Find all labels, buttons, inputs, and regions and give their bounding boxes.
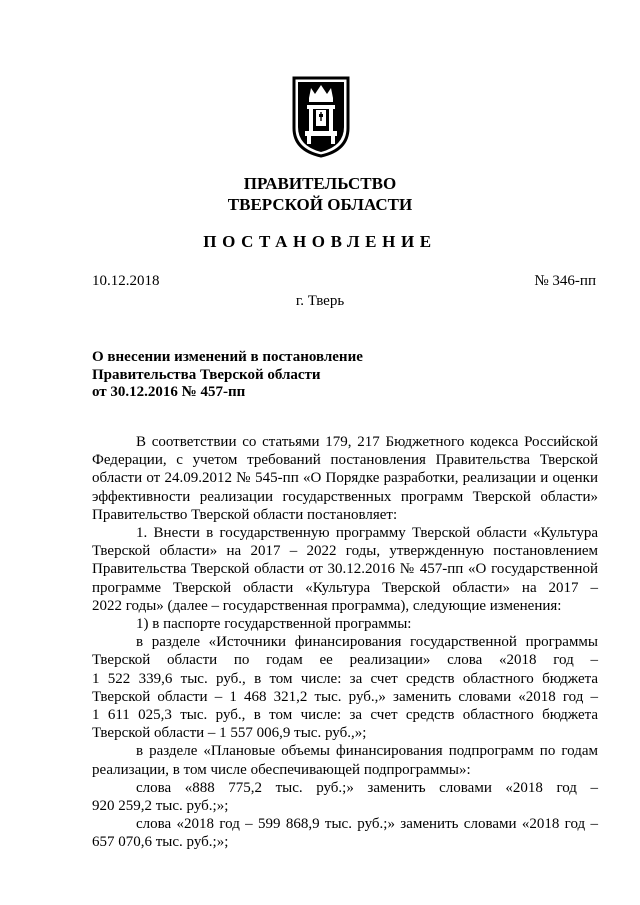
- government-name-line1: ПРАВИТЕЛЬСТВО: [243, 174, 397, 193]
- body-line: Правительства Тверской области от 30.12.2016 № 457-пп «О государственной: [92, 561, 598, 578]
- body-line: слова «2018 год – 599 868,9 тыс. руб.;» заменить словами «2018 год –: [136, 816, 598, 833]
- body-line: в разделе «Источники финансирования государственной программы: [136, 634, 598, 651]
- body-line: 1 611 025,3 тыс. руб., в том числе: за счет средств областного бюджета: [92, 707, 598, 724]
- document-number: № 346-пп: [534, 273, 596, 289]
- body-line: Федерации, с учетом требований постановления Правительства Тверской: [92, 452, 598, 469]
- body-line: 1. Внести в государственную программу Тверской области «Культура: [136, 525, 598, 542]
- subject-line: от 30.12.2016 № 457-пп: [92, 384, 246, 400]
- document-city: г. Тверь: [295, 293, 345, 309]
- body-line: Правительство Тверской области постановляет:: [92, 506, 398, 523]
- body-line: Тверской области – 1 557 006,9 тыс. руб.,»;: [92, 725, 367, 742]
- body-line: 920 259,2 тыс. руб.;»;: [92, 798, 229, 815]
- document-body: [92, 433, 598, 852]
- body-line: 1 522 339,6 тыс. руб., в том числе: за счет средств областного бюджета: [92, 670, 598, 687]
- government-name-line2: ТВЕРСКОЙ ОБЛАСТИ: [227, 195, 413, 214]
- tver-coat-of-arms-icon: [292, 76, 350, 158]
- body-line: 1) в паспорте государственной программы:: [136, 616, 412, 633]
- document-subject: [92, 349, 392, 402]
- body-line: в разделе «Плановые объемы финансирования подпрограмм по годам: [136, 743, 598, 760]
- body-line: В соответствии со статьями 179, 217 Бюджетного кодекса Российской: [136, 434, 598, 450]
- body-line: Тверской области – 1 468 321,2 тыс. руб.,» заменить словами «2018 год –: [92, 688, 598, 705]
- body-line: программе Тверской области «Культура Тверской области» на 2017 –: [92, 579, 598, 596]
- document-date: 10.12.2018: [92, 273, 160, 289]
- body-line: реализации, в том числе обеспечивающей подпрограммы»:: [92, 761, 471, 778]
- body-line: 657 070,6 тыс. руб.;»;: [92, 834, 229, 851]
- body-line: 2022 годы» (далее – государственная программа), следующие изменения:: [92, 597, 562, 614]
- subject-line: Правительства Тверской области: [92, 366, 321, 383]
- subject-line: О внесении изменений в постановление: [92, 349, 363, 365]
- body-line: Тверской области» на 2017 – 2022 годы, утвержденную постановлением: [92, 543, 598, 560]
- body-line: области от 24.09.2012 № 545-пп «О Порядке разработки, реализации и оценки: [92, 470, 598, 487]
- body-line: эффективности реализации государственных программ Тверской области»: [92, 488, 598, 505]
- body-line: Тверской области по годам ее реализации» слова «2018 год –: [92, 652, 598, 669]
- body-line: слова «888 775,2 тыс. руб.;» заменить словами «2018 год –: [136, 779, 598, 796]
- document-type: ПОСТАНОВЛЕНИЕ: [203, 232, 437, 251]
